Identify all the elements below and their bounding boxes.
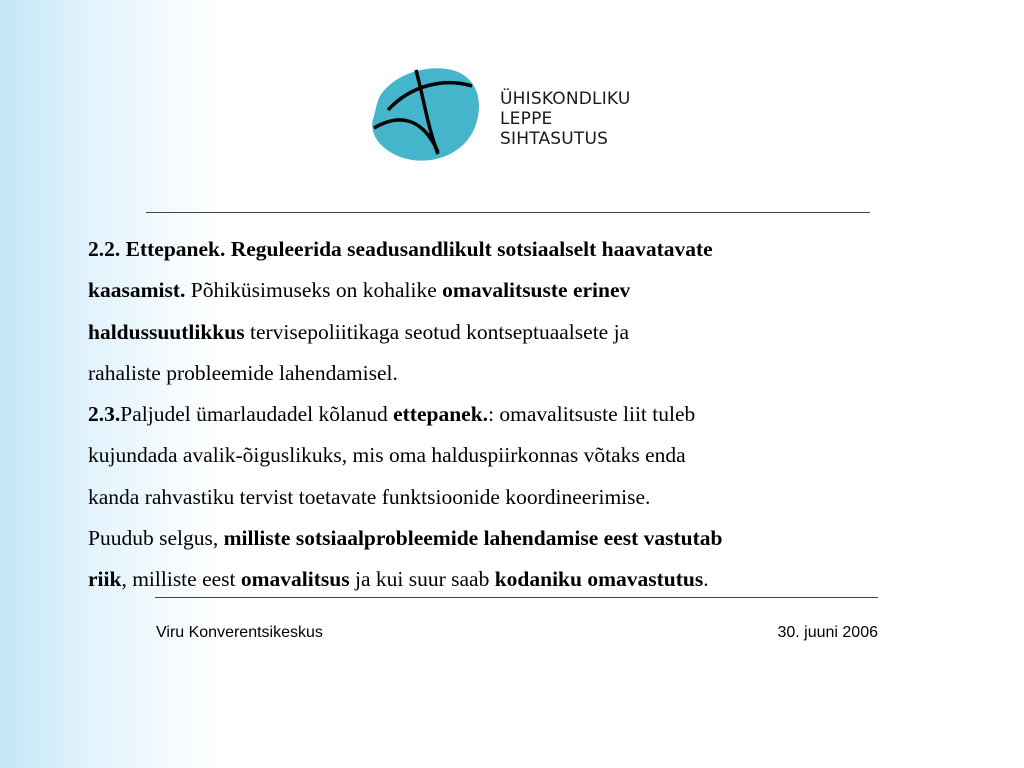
body-text: kanda rahvastiku tervist toetavate funktsioonide koordineerimise. xyxy=(88,484,651,509)
footer-location: Viru Konverentsikeskus xyxy=(156,624,323,641)
organization-name-line-2: LEPPE xyxy=(500,109,553,129)
bold-text: omavalitsus xyxy=(240,567,350,592)
paragraph-conclusion xyxy=(88,518,948,601)
body-text: Paljudel ümarlaudadel kõlanud xyxy=(120,402,394,427)
body-text: : omavalitsuste liit tuleb xyxy=(488,402,696,427)
body-text: kujundada avalik-õiguslikuks, mis oma halduspiirkonnas võtaks enda xyxy=(88,443,686,468)
bold-text: haldussuutlikkus xyxy=(88,319,245,344)
footer-date: 30. juuni 2006 xyxy=(777,624,878,641)
paragraph-2-2 xyxy=(88,229,948,394)
bold-text: riik xyxy=(88,567,122,592)
organization-name-line-3: SIHTASUTUS xyxy=(500,129,609,149)
organization-name xyxy=(500,89,630,149)
paragraph-2-3 xyxy=(88,394,948,518)
bold-text: ettepanek. xyxy=(393,402,489,427)
bold-text: 2.2. Ettepanek. Reguleerida seadusandlikult sotsiaalselt haavatavate xyxy=(88,237,713,261)
bottom-divider xyxy=(155,597,878,598)
body-text: Puudub selgus, xyxy=(88,526,224,551)
slide-body xyxy=(88,229,948,601)
organization-name-line-1: ÜHISKONDLIKU xyxy=(500,89,631,109)
logo-icon xyxy=(372,66,482,166)
body-text: ja kui suur saab xyxy=(349,567,495,592)
bold-text: kodaniku omavastutus xyxy=(494,567,704,592)
bold-text: omavalitsuste erinev xyxy=(442,278,631,303)
body-text: rahaliste probleemide lahendamisel. xyxy=(88,360,398,385)
bold-text: milliste sotsiaalprobleemide lahendamise eest vastutab xyxy=(223,526,723,551)
body-text: Põhiküsimuseks on kohalike xyxy=(185,278,443,303)
body-text: . xyxy=(703,567,709,592)
bold-text: kaasamist. xyxy=(88,278,186,303)
top-divider xyxy=(146,212,870,213)
bold-text: 2.3. xyxy=(88,402,121,427)
body-text: , milliste eest xyxy=(121,567,241,592)
body-text: tervisepoliitikaga seotud kontseptuaalsete ja xyxy=(244,319,630,344)
